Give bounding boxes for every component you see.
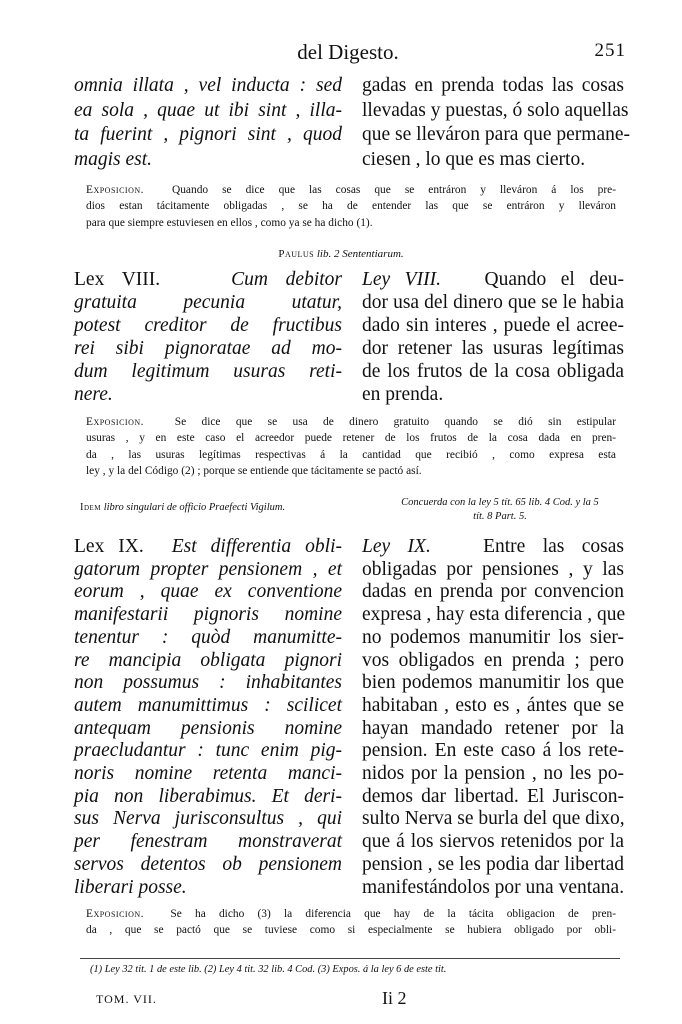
footnote-rule (80, 958, 620, 959)
source-work: lib. 2 Sententiarum. (316, 248, 404, 260)
spanish-line: Quando el deu- (484, 269, 624, 290)
latin-line: servos detentos ob pensionem (74, 853, 342, 875)
lex-heading: Lex VIII. (74, 269, 161, 290)
lex-heading: Lex IX. (74, 536, 144, 557)
exposicion-text: da , que se pactó que se tuviese como si especialmente se hubiera obligado por obli- (86, 924, 616, 937)
latin-line: potest creditor de fructibus (74, 315, 342, 336)
source-author: Paulus (278, 248, 315, 260)
latin-line: dum legitimum usuras reti- (74, 361, 342, 382)
exposicion-text: usuras , y en este caso el acreedor puede retener de los frutos de la cosa dada en pren- (86, 432, 616, 445)
footnotes: (1) Ley 32 tit. 1 de este lib. (2) Ley 4 tit. 32 lib. 4 Cod. (3) Expos. á la ley 6 de este tit. (90, 964, 447, 975)
concordance-line: tít. 8 Part. 5. (473, 511, 527, 522)
spanish-line: obligadas por pensiones , y las (362, 558, 624, 580)
spanish-column (362, 74, 630, 172)
spanish-line: Entre las cosas (483, 536, 624, 557)
spanish-line: gadas en prenda todas las cosas (362, 75, 624, 96)
spanish-line: pension , se les podia dar libertad (362, 853, 624, 875)
latin-column (74, 536, 342, 899)
continuation-block (74, 74, 630, 172)
latin-line: magis est. (74, 148, 152, 170)
volume-number: TOM. VII. (96, 992, 157, 1006)
exposicion-text: Se dice que se usa de dinero gratuito quando se dió sin estipular (174, 416, 616, 428)
latin-line: rei sibi pignoratae ad mo- (74, 338, 342, 359)
spanish-line: nidos por la pension , no les po- (362, 763, 624, 785)
exposicion-text: da , las usuras legítimas respectivas á la cantidad que recibió , como expresa esta (86, 448, 616, 461)
exposicion-3 (86, 906, 616, 939)
exposicion-label: Exposicion. (86, 416, 144, 428)
latin-line: liberari posse. (74, 876, 187, 898)
exposicion-text: Quando se dice que las cosas que se entráron y lleváron á los pre- (172, 184, 616, 196)
spanish-line: que á los siervos retenidos por la (362, 831, 624, 853)
source-author: Idem (80, 502, 102, 513)
signature-mark: Ii 2 (382, 988, 407, 1008)
spanish-line: sulto Nerva se burla del que dixo, (362, 808, 625, 830)
exposicion-text: dios estan tácitamente obligadas , se ha de entender las que se entráron y lleváron (86, 200, 616, 213)
exposicion-label: Exposicion. (86, 908, 144, 920)
page-number: 251 (594, 40, 626, 61)
spanish-line: habitaban , esto es , ántes que se (362, 694, 624, 716)
spanish-line: ciesen , lo que es mas cierto. (362, 148, 586, 170)
spanish-line: expresa , hay esta diferencia , que (362, 604, 626, 626)
lex-9-block (74, 536, 624, 899)
source-attribution (80, 496, 340, 524)
spanish-line: demos dar libertad. El Juriscon- (362, 785, 624, 807)
running-title: del Digesto. (297, 40, 399, 64)
lex-8-block (74, 268, 624, 406)
spanish-line: vos obligados en prenda ; pero (362, 649, 624, 671)
latin-line: autem manumittimus : scilicet (74, 694, 342, 716)
exposicion-label: Exposicion. (86, 184, 144, 196)
latin-line: omnia illata , vel inducta : sed (74, 75, 342, 96)
latin-column (74, 268, 342, 406)
latin-line: antequam pensionis nomine (74, 717, 342, 739)
latin-line: pia non liberabimus. Et deri- (74, 785, 342, 807)
latin-line: sus Nerva jurisconsultus , qui (74, 808, 342, 830)
exposicion-2 (86, 414, 616, 480)
latin-line: eorum , quae ex conventione (74, 581, 342, 603)
spanish-line: dor retener las usuras legítimas (362, 338, 624, 359)
source-work: libro singulari de officio Praefecti Vigilum. (103, 502, 286, 513)
spanish-column (362, 268, 624, 406)
exposicion-text: para que siempre estuviesen en ellos , como ya se ha dicho (1). (86, 216, 373, 229)
latin-line: Est differentia obli- (171, 536, 342, 557)
ley-heading: Ley VIII. (362, 269, 441, 290)
latin-column (74, 74, 342, 172)
source-attribution (0, 248, 682, 260)
latin-line: tenentur : quòd manumitte- (74, 626, 342, 648)
concordance-note (380, 496, 620, 524)
latin-line: per fenestram monstraverat (74, 831, 342, 853)
ley-heading: Ley IX. (362, 536, 431, 557)
source-row (80, 496, 620, 524)
running-header (70, 40, 626, 68)
latin-line: gatorum propter pensionem , et (74, 558, 342, 580)
spanish-line: de los frutos de la cosa obligada (362, 361, 624, 382)
latin-line: re mancipia obligata pignori (74, 649, 342, 671)
spanish-line: manifestándolos por una ventana. (362, 876, 625, 898)
spanish-line: bien podemos manumitir los que (362, 672, 624, 694)
spanish-line: llevadas y puestas, ó solo aquellas (362, 99, 629, 121)
spanish-line: dor usa del dinero que se le habia (362, 292, 624, 313)
spanish-column (362, 536, 624, 899)
spanish-line: dadas en prenda por convencion (362, 581, 624, 603)
latin-line: gratuita pecunia utatur, (74, 292, 342, 313)
latin-line: manifestarii pignoris nomine (74, 604, 342, 626)
exposicion-1 (86, 182, 616, 231)
latin-line: praecludantur : tunc enim pig- (74, 740, 342, 762)
spanish-line: que se lleváron para que permane- (362, 124, 630, 145)
spanish-line: pension. En este caso á los rete- (362, 740, 624, 762)
concordance-line: Concuerda con la ley 5 tít. 65 lib. 4 Cod. y la 5 (401, 497, 599, 508)
exposicion-text: Se ha dicho (3) la diferencia que hay de la tácita obligacion de pren- (170, 908, 616, 920)
spanish-line: dado sin interes , puede el acree- (362, 315, 624, 336)
latin-line: ea sola , quae ut ibi sint , illa- (74, 99, 342, 121)
latin-line: nere. (74, 384, 113, 405)
spanish-line: no podemos manumitir los sier- (362, 626, 624, 648)
latin-line: ta fuerint , pignori sint , quod (74, 124, 342, 145)
latin-line: Cum debitor (231, 269, 342, 290)
spanish-line: en prenda. (362, 384, 444, 405)
spanish-line: hayan mandado retener por la (362, 717, 624, 739)
exposicion-text: ley , y la del Código (2) ; porque se entiende que tácitamente se pactó así. (86, 465, 422, 478)
latin-line: non possumus : inhabitantes (74, 672, 342, 694)
latin-line: noris nomine retenta manci- (74, 763, 342, 785)
